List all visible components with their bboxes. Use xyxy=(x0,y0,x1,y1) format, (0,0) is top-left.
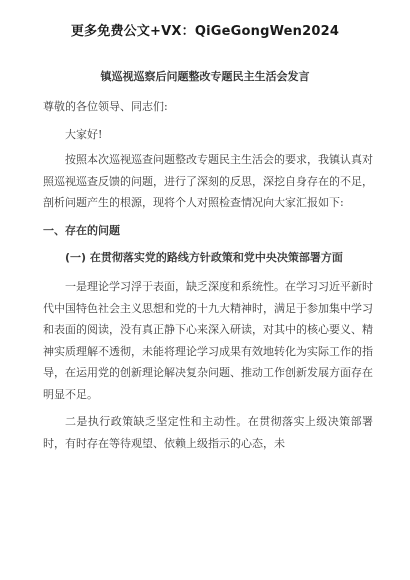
greeting: 大家好! xyxy=(65,127,103,141)
section-heading: 一、存在的问题 xyxy=(43,223,120,237)
intro-paragraph: 按照本次巡视巡查问题整改专题民主生活会的要求，我镇认真对照巡视巡查反馈的问题，进行了深刻的反思，深挖自身存在的不足，剖析问题产生的根源，现将个人对照检查情况向大家汇报如下: xyxy=(43,153,373,209)
body-paragraph-1: 一是理论学习浮于表面，缺乏深度和系统性。在学习习近平新时代中国特色社会主义思想和党的十九大精神时，满足于参加集中学习和表面的阅读，没有真正静下心来深入研读，对其中的核心要义、精神实质理解不透彻，未能将理论学习成果有效地转化为实际工作的指导，在运用党的创新理论解决复杂问题、推动工作创新发展方面存在明显不足。 xyxy=(43,280,373,401)
promo-banner: 更多免费公文+VX：QiGeGongWen2024 xyxy=(70,24,340,39)
document-title: 镇巡视巡察后问题整改专题民主生活会发言 xyxy=(100,70,310,83)
salutation: 尊敬的各位领导、同志们: xyxy=(43,100,168,113)
body-paragraph-2: 二是执行政策缺乏坚定性和主动性。在贯彻落实上级决策部署时，有时存在等待观望、依赖上级指示的心态，未 xyxy=(43,415,373,450)
document-body xyxy=(43,96,373,454)
subsection-heading: (一) 在贯彻落实党的路线方针政策和党中央决策部署方面 xyxy=(65,251,343,264)
